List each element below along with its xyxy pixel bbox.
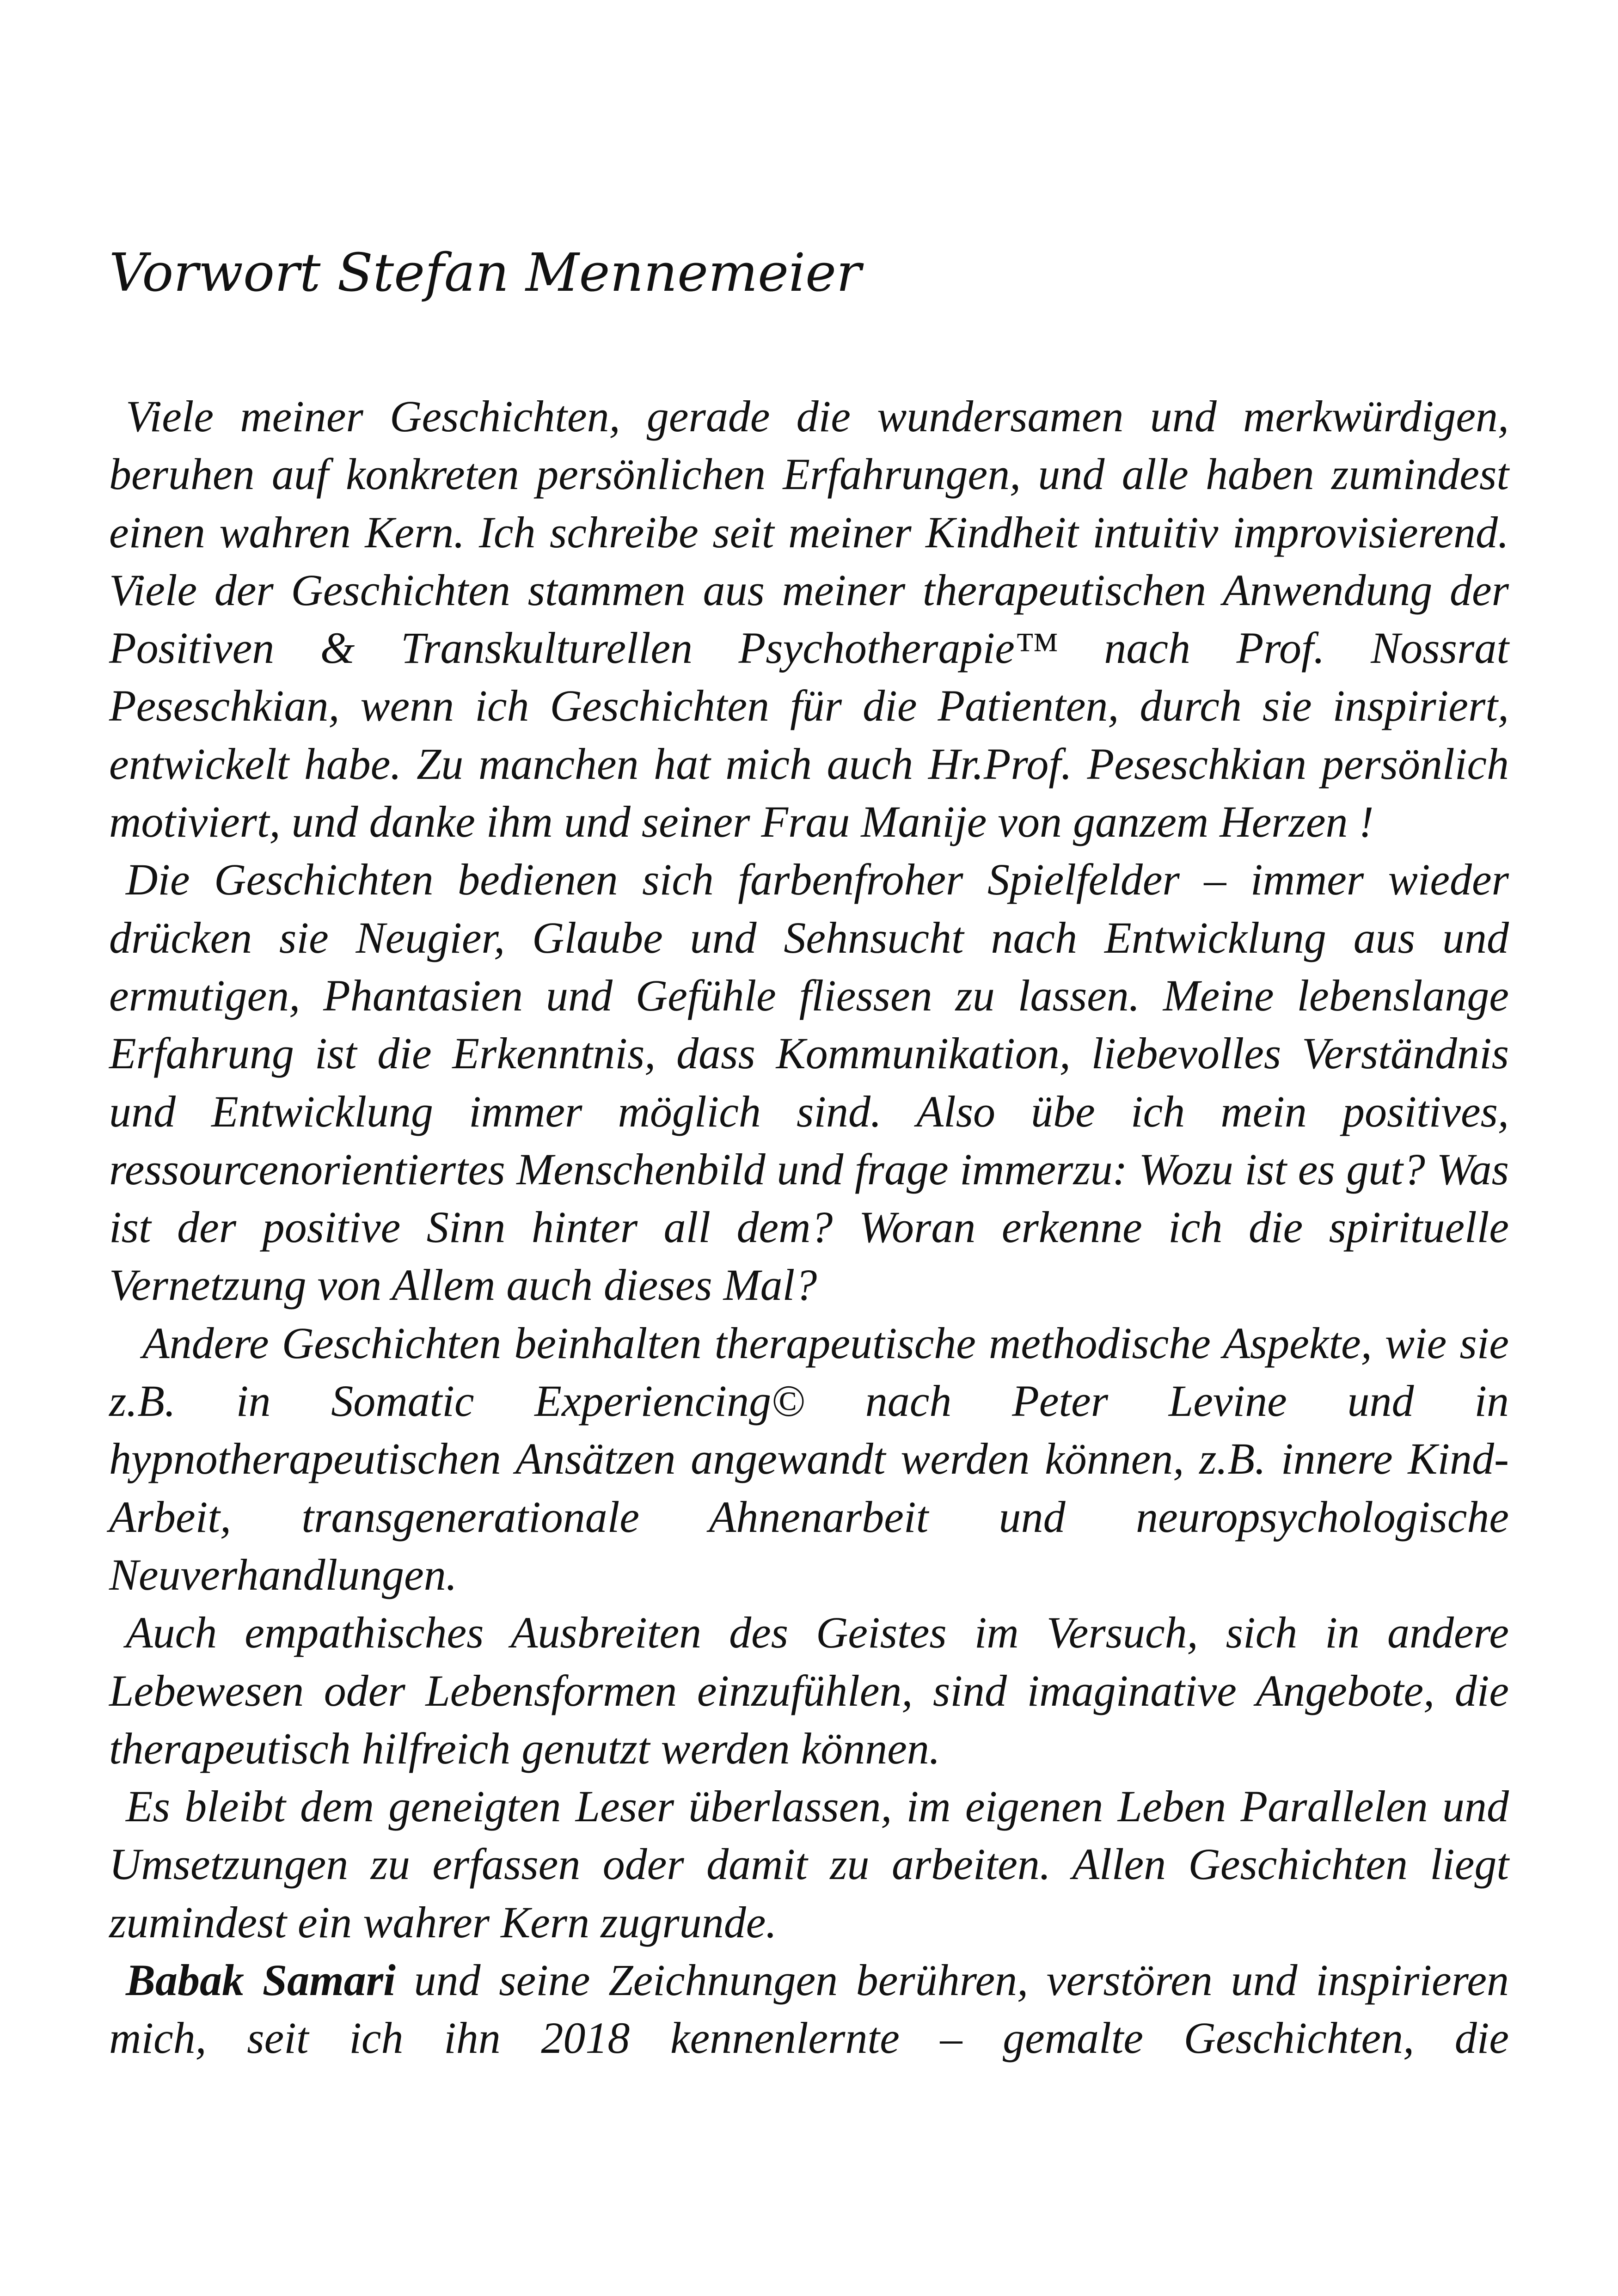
paragraph [109,1951,1509,2067]
paragraph-text: und seine Zeichnungen berühren, verstören und inspirieren mich, seit ich ihn 2018 kennenlernte – gemalte Geschichten, die [109,1955,1509,2063]
body-text [109,387,1509,2067]
paragraph: Es bleibt dem geneigten Leser überlassen, im eigenen Leben Parallelen und Umsetzungen zu erfassen oder damit zu arbeiten. Allen Geschichten liegt zumindest ein wahrer Kern zugrunde. [109,1782,1509,1947]
paragraph: Andere Geschichten beinhalten therapeutische methodische Aspekte, wie sie z.B. in Somatic Experiencing© nach Peter Levine und in hypnotherapeutischen Ansätzen angewandt werden können, z.B. innere Kind-Arbeit, transgenerationale Ahnenarbeit und neuropsychologische Neuverhandlungen. [109,1318,1509,1599]
paragraph: Die Geschichten bedienen sich farbenfroher Spielfelder – immer wieder drücken sie Neugier, Glaube und Sehnsucht nach Entwicklung aus und ermutigen, Phantasien und Gefühle fliessen zu lassen. Meine lebenslange Erfahrung ist die Erkenntnis, dass Kommunikation, liebevolles Verständnis und Entwicklung immer möglich sind. Also übe ich mein positives, ressourcenorientiertes Menschenbild und frage immerzu: Wozu ist es gut? Was ist der positive Sinn hinter all dem? Woran erkenne ich die spirituelle Vernetzung von Allem auch dieses Mal? [109,855,1509,1310]
paragraph: Viele meiner Geschichten, gerade die wundersamen und merkwürdigen, beruhen auf konkreten persönlichen Erfahrungen, und alle haben zumindest einen wahren Kern. Ich schreibe seit meiner Kindheit intuitiv improvisierend. Viele der Geschichten stammen aus meiner therapeutischen Anwendung der Positiven & Transkulturellen Psychotherapie™ nach Prof. Nossrat Peseschkian, wenn ich Geschichten für die Patienten, durch sie inspiriert, entwickelt habe. Zu manchen hat mich auch Hr.Prof. Peseschkian persönlich motiviert, und danke ihm und seiner Frau Manije von ganzem Herzen ! [109,392,1509,847]
paragraph: Auch empathisches Ausbreiten des Geistes im Versuch, sich in andere Lebewesen oder Lebensformen einzufühlen, sind imaginative Angebote, die therapeutisch hilfreich genutzt werden können. [109,1608,1509,1773]
artist-name: Babak Samari [126,1955,396,2005]
page-title: Vorwort Stefan Mennemeier [109,242,862,303]
